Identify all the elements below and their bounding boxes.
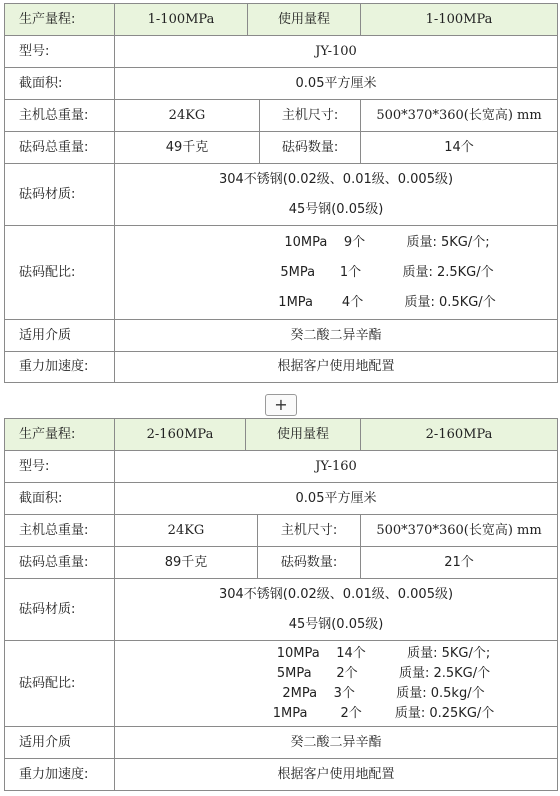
gravity-label: 重力加速度: xyxy=(5,352,115,383)
config-value xyxy=(115,641,558,727)
material-line: 45号钢(0.05级) xyxy=(288,616,384,632)
spec-row-model xyxy=(5,451,558,483)
material-line: 45号钢(0.05级) xyxy=(288,201,384,217)
config-value xyxy=(115,226,558,320)
host-weight-value: 24KG xyxy=(115,515,258,547)
weight-count-value: 21个 xyxy=(361,547,558,579)
spec-row-weights xyxy=(5,132,558,164)
medium-value: 癸二酸二异辛酯 xyxy=(115,320,558,352)
expand-button[interactable]: + xyxy=(265,394,297,416)
spec-row-model xyxy=(5,36,558,68)
range-label: 生产量程: xyxy=(5,4,115,36)
config-label: 砝码配比: xyxy=(5,641,115,727)
range-value: 1-100MPa xyxy=(115,4,248,36)
weight-count-value: 14个 xyxy=(361,132,558,164)
config-line: 2MPa 3个 质量: 0.5kg/个 xyxy=(282,685,485,701)
spec-row-gravity xyxy=(5,759,558,791)
spec-row-host xyxy=(5,515,558,547)
material-line: 304不锈钢(0.02级、0.01级、0.005级) xyxy=(218,586,454,602)
weight-count-label: 砝码数量: xyxy=(260,132,361,164)
host-weight-label: 主机总重量: xyxy=(5,515,115,547)
weight-total-value: 49千克 xyxy=(115,132,260,164)
config-line: 10MPa 14个 质量: 5KG/个; xyxy=(276,645,491,661)
host-weight-label: 主机总重量: xyxy=(5,100,115,132)
spec-row-material xyxy=(5,579,558,641)
material-label: 砝码材质: xyxy=(5,579,115,641)
host-size-label: 主机尺寸: xyxy=(258,515,361,547)
spec-row-config xyxy=(5,641,558,727)
gravity-label: 重力加速度: xyxy=(5,759,115,791)
gravity-value: 根据客户使用地配置 xyxy=(115,352,558,383)
spec-table-jy100 xyxy=(4,3,558,383)
use-range-label: 使用量程 xyxy=(246,419,361,451)
weight-total-value: 89千克 xyxy=(115,547,258,579)
spec-row-weights xyxy=(5,547,558,579)
area-label: 截面积: xyxy=(5,68,115,100)
range-label: 生产量程: xyxy=(5,419,115,451)
material-label: 砝码材质: xyxy=(5,164,115,226)
spec-row-medium xyxy=(5,320,558,352)
use-range-label: 使用量程 xyxy=(248,4,361,36)
spec-row-range xyxy=(5,4,558,36)
gravity-value: 根据客户使用地配置 xyxy=(115,759,558,791)
use-range-value: 2-160MPa xyxy=(361,419,558,451)
area-label: 截面积: xyxy=(5,483,115,515)
spec-row-config xyxy=(5,226,558,320)
weight-total-label: 砝码总重量: xyxy=(5,547,115,579)
range-value: 2-160MPa xyxy=(115,419,246,451)
host-weight-value: 24KG xyxy=(115,100,260,132)
area-value: 0.05平方厘米 xyxy=(115,68,558,100)
material-line: 304不锈钢(0.02级、0.01级、0.005级) xyxy=(218,171,454,187)
spec-row-medium xyxy=(5,727,558,759)
config-line: 10MPa 9个 质量: 5KG/个; xyxy=(284,234,490,250)
config-line: 5MPa 2个 质量: 2.5KG/个 xyxy=(276,665,491,681)
host-size-value: 500*370*360(长宽高) mm xyxy=(361,100,558,132)
spec-row-area xyxy=(5,68,558,100)
medium-label: 适用介质 xyxy=(5,727,115,759)
spec-row-host xyxy=(5,100,558,132)
use-range-value: 1-100MPa xyxy=(361,4,558,36)
spec-table-jy160 xyxy=(4,418,558,791)
config-line: 1MPa 4个 质量: 0.5KG/个 xyxy=(278,294,496,310)
host-size-label: 主机尺寸: xyxy=(260,100,361,132)
spec-row-gravity xyxy=(5,352,558,383)
area-value: 0.05平方厘米 xyxy=(115,483,558,515)
config-line: 5MPa 1个 质量: 2.5KG/个 xyxy=(280,264,494,280)
host-size-value: 500*370*360(长宽高) mm xyxy=(361,515,558,547)
material-value xyxy=(115,579,558,641)
model-label: 型号: xyxy=(5,36,115,68)
spec-row-material xyxy=(5,164,558,226)
spec-row-range xyxy=(5,419,558,451)
config-label: 砝码配比: xyxy=(5,226,115,320)
model-value: JY-100 xyxy=(115,36,558,68)
spec-row-area xyxy=(5,483,558,515)
model-label: 型号: xyxy=(5,451,115,483)
weight-total-label: 砝码总重量: xyxy=(5,132,115,164)
config-line: 1MPa 2个 质量: 0.25KG/个 xyxy=(272,705,495,721)
material-value xyxy=(115,164,558,226)
model-value: JY-160 xyxy=(115,451,558,483)
medium-value: 癸二酸二异辛酯 xyxy=(115,727,558,759)
medium-label: 适用介质 xyxy=(5,320,115,352)
weight-count-label: 砝码数量: xyxy=(258,547,361,579)
